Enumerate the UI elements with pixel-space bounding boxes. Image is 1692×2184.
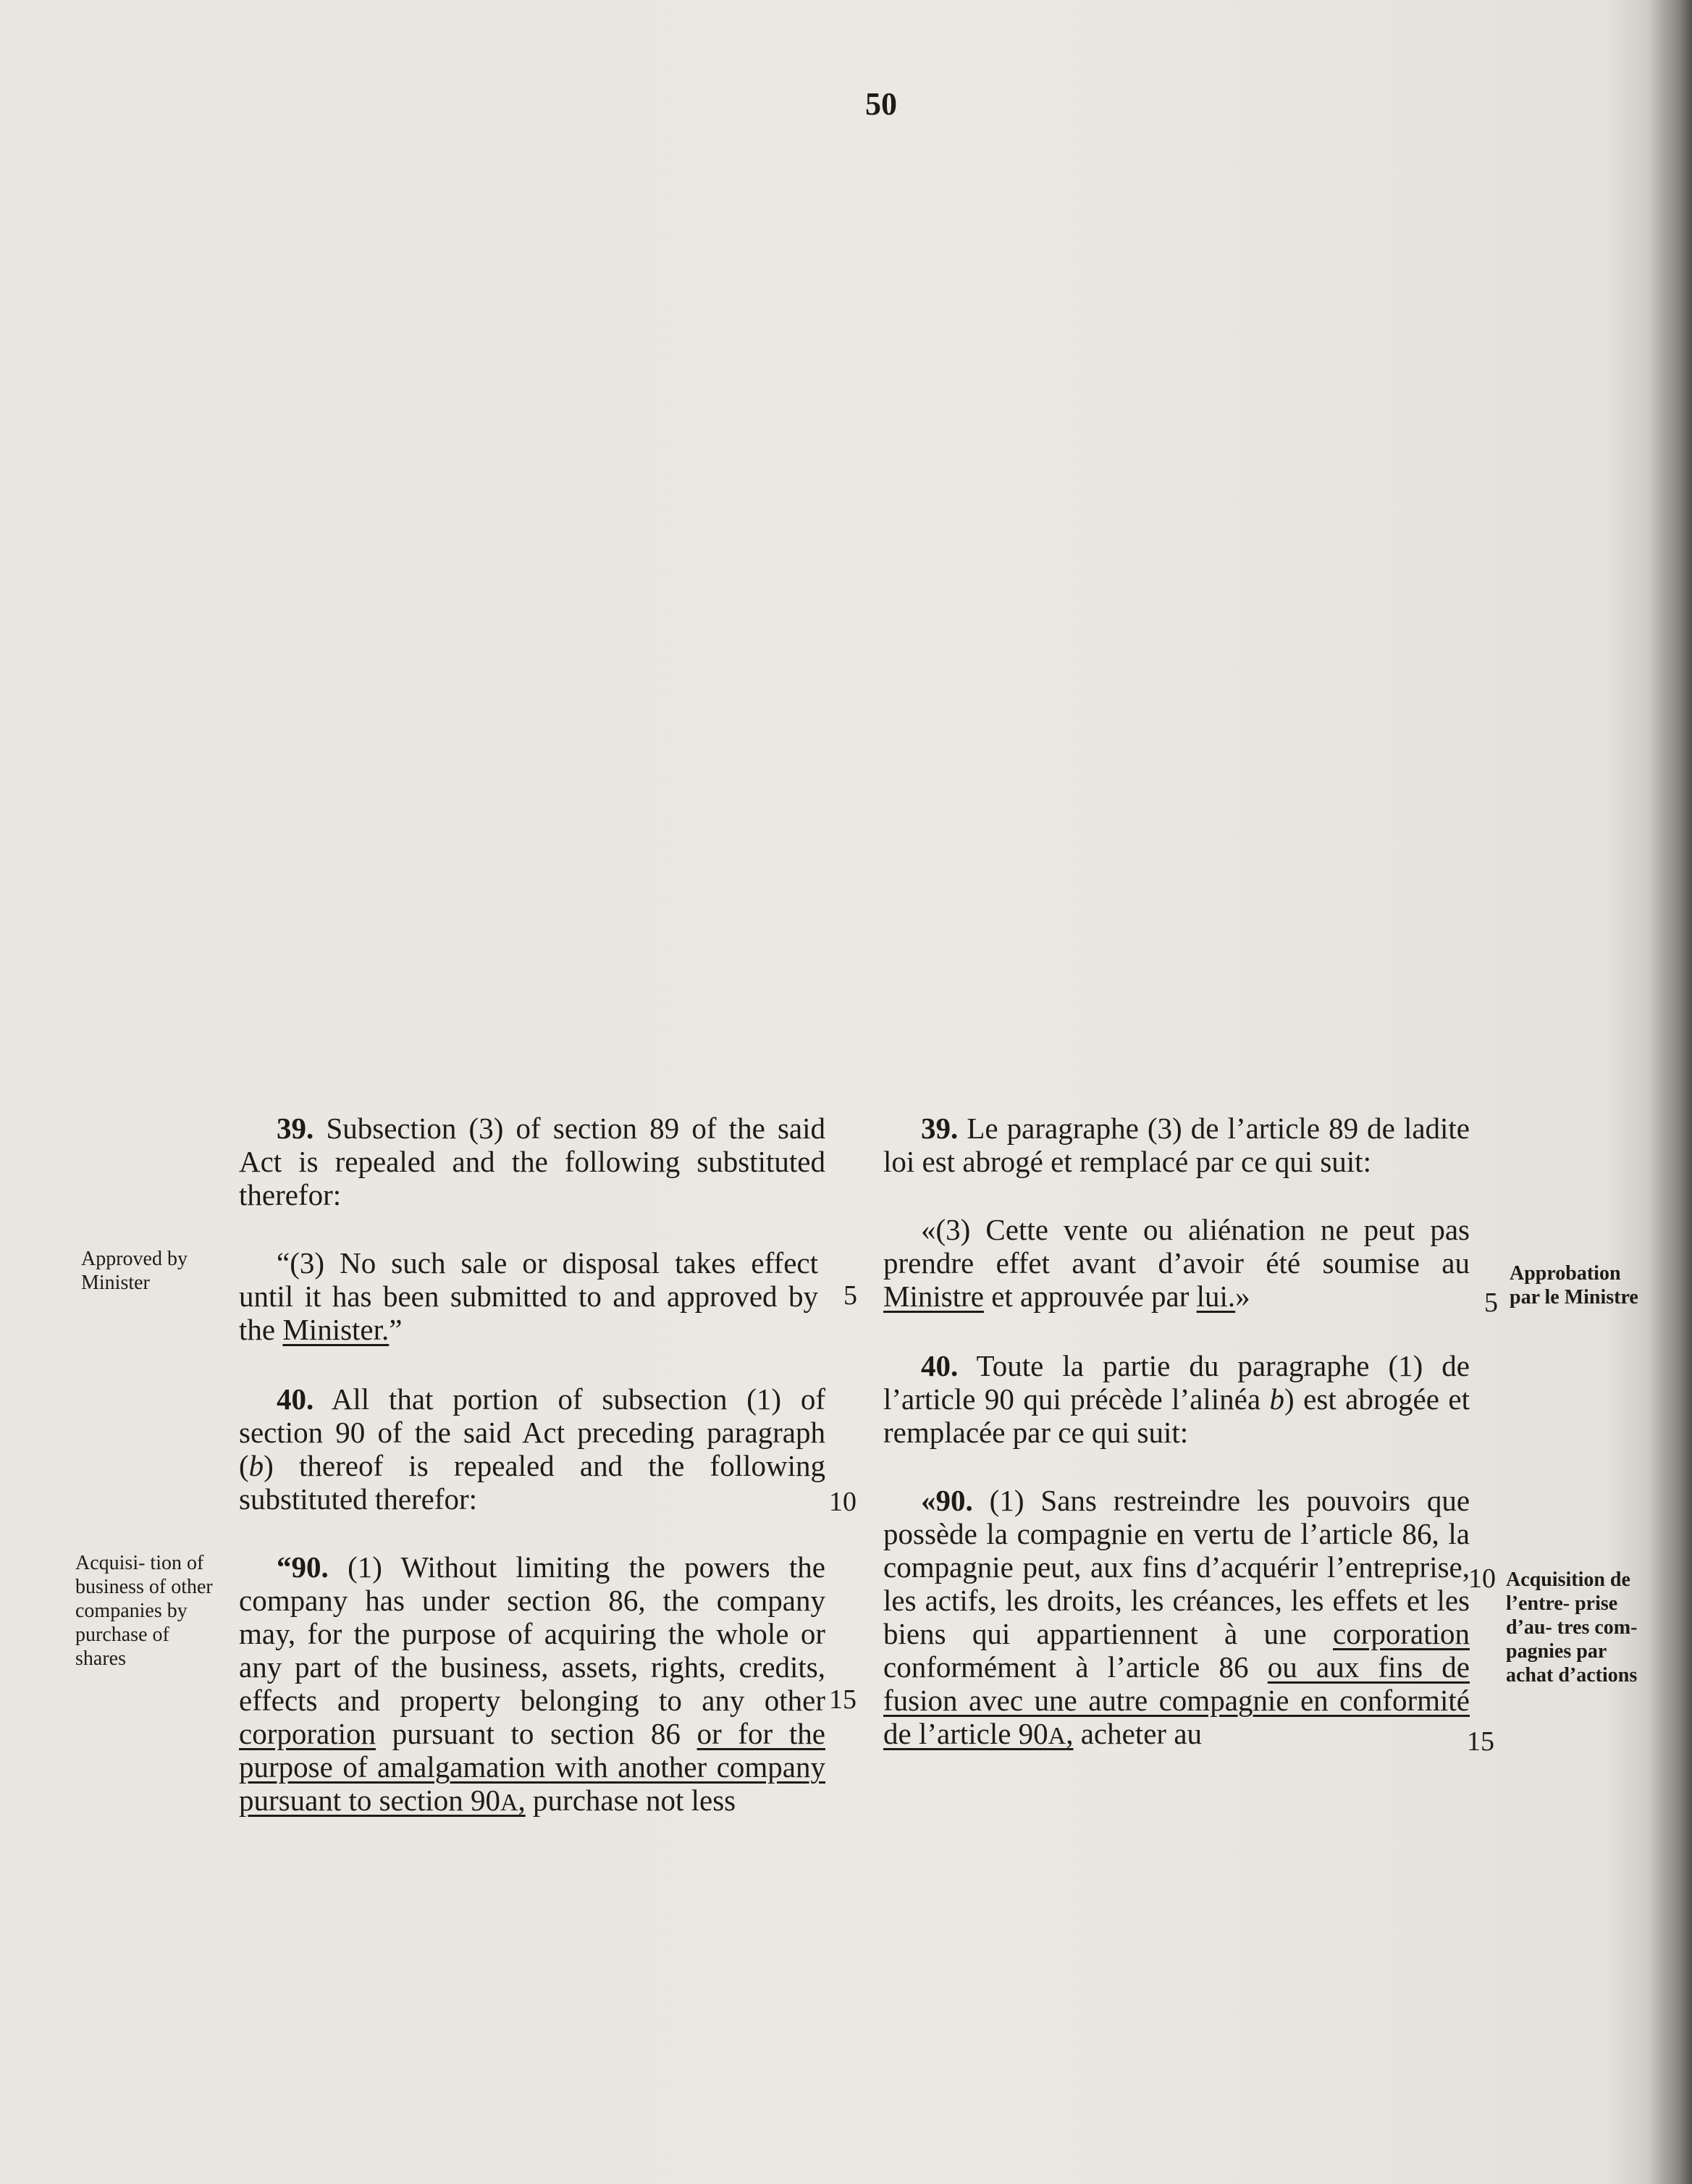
en-s40-number: 40.	[277, 1382, 314, 1416]
fr-s3-text-mid: et approuvée par	[983, 1280, 1197, 1313]
line-number-en-15: 15	[829, 1684, 856, 1715]
margin-note-acquisition-en: Acquisi- tion of business of other companies by purchase of shares	[75, 1552, 213, 1670]
fr-s3-underlined-ministre: Ministre	[883, 1280, 984, 1313]
en-s3-close: ”	[389, 1313, 403, 1346]
en-section-40	[239, 1382, 825, 1516]
fr-s90-comma: ,	[1066, 1717, 1074, 1750]
fr-s39-number: 39.	[921, 1112, 959, 1145]
fr-s40-number: 40.	[921, 1349, 959, 1382]
french-column	[883, 1112, 1470, 1753]
page-number: 50	[865, 86, 897, 122]
fr-s40-text: Toute la partie du paragraphe (1) de l’article 90 qui précède l’alinéa	[883, 1349, 1470, 1416]
en-s39-number: 39.	[277, 1112, 314, 1145]
en-s90-text: (1) Without limiting the powers the company has under section 86, the company may, for the purpose of acquiring the whole or any part of the business, assets, rights, credits, effects and property belonging to any other	[239, 1550, 825, 1717]
fr-s40-text-end: ) est abrogée et remplacée par ce qui suit:	[883, 1382, 1470, 1449]
fr-section-39	[883, 1112, 1470, 1178]
en-s40-text-end: ) thereof is repealed and the following substituted therefor:	[239, 1449, 825, 1516]
english-column	[239, 1112, 825, 1820]
line-number-en-10: 10	[829, 1487, 856, 1517]
fr-s90-text-end: acheter au	[1073, 1717, 1203, 1750]
en-s90-text-end: purchase not less	[525, 1784, 736, 1817]
en-s3-text: “(3) No such sale or disposal takes effect until it has been submitted to and approved by the	[239, 1246, 818, 1346]
margin-note-approbation: Approbation par le Ministre	[1510, 1262, 1638, 1309]
en-s90-comma: ,	[518, 1784, 526, 1817]
en-subsection-3	[239, 1246, 818, 1346]
fr-s90-fusion-text: ou aux fins de fusion avec une autre compagnie en conformité de l’article 90	[883, 1650, 1470, 1750]
fr-s90-small-caps-a: A	[1048, 1723, 1066, 1750]
line-number-fr-10: 10	[1468, 1563, 1496, 1594]
en-s3-underlined: Minister.	[282, 1313, 390, 1346]
en-s90-number: “90.	[277, 1550, 329, 1584]
fr-s90-underlined-corporation: corporation	[1333, 1617, 1470, 1650]
en-s90-underlined-corporation: corporation	[239, 1717, 376, 1750]
fr-s3-underlined-lui: lui.	[1196, 1280, 1236, 1313]
en-s40-para-b: b	[248, 1449, 264, 1482]
line-number-fr-5: 5	[1484, 1288, 1498, 1318]
fr-s39-text: Le paragraphe (3) de l’article 89 de ladite loi est abrogé et remplacé par ce qui suit:	[883, 1112, 1470, 1178]
fr-s40-para-b: b	[1269, 1382, 1285, 1416]
fr-s90-number: «90.	[921, 1484, 973, 1517]
fr-s3-text: «(3) Cette vente ou aliénation ne peut pas prendre effet avant d’avoir été soumise au	[883, 1213, 1470, 1280]
line-number-fr-15: 15	[1467, 1726, 1494, 1757]
fr-subsection-3	[883, 1213, 1470, 1313]
page-edge-shadow	[1649, 0, 1692, 2184]
en-section-90	[239, 1550, 825, 1820]
en-s40-text: All that portion of subsection (1) of section 90 of the said Act preceding paragraph (	[239, 1382, 825, 1482]
line-number-en-5: 5	[843, 1280, 857, 1311]
fr-s3-close: »	[1235, 1280, 1250, 1313]
en-section-39	[239, 1112, 825, 1211]
en-s90-amalgamation-text: or for the purpose of amalgamation with another company pursuant to section 90	[239, 1717, 825, 1817]
fr-section-40	[883, 1349, 1470, 1449]
fr-s90-text: (1) Sans restreindre les pouvoirs que possède la compagnie en vertu de l’article 86, la compagnie peut, aux fins d’acquérir l’entreprise, les actifs, les droits, les créances, les effets et les biens qui appartiennent à une	[883, 1484, 1470, 1650]
margin-note-acquisition-fr: Acquisition de l’entre- prise d’au- tres com- pagnies par achat d’actions	[1506, 1568, 1638, 1687]
margin-note-approved-by-minister: Approved by Minister	[81, 1248, 188, 1294]
en-s90-small-caps-a: A	[500, 1789, 518, 1816]
fr-s90-text-mid: conformément à l’article 86	[883, 1650, 1268, 1684]
fr-section-90	[883, 1484, 1470, 1753]
bleed-through	[87, 167, 1535, 1108]
en-s90-text-mid: pursuant to section 86	[375, 1717, 697, 1750]
en-s39-text: Subsection (3) of section 89 of the said Act is repealed and the following substituted therefor:	[239, 1112, 825, 1211]
